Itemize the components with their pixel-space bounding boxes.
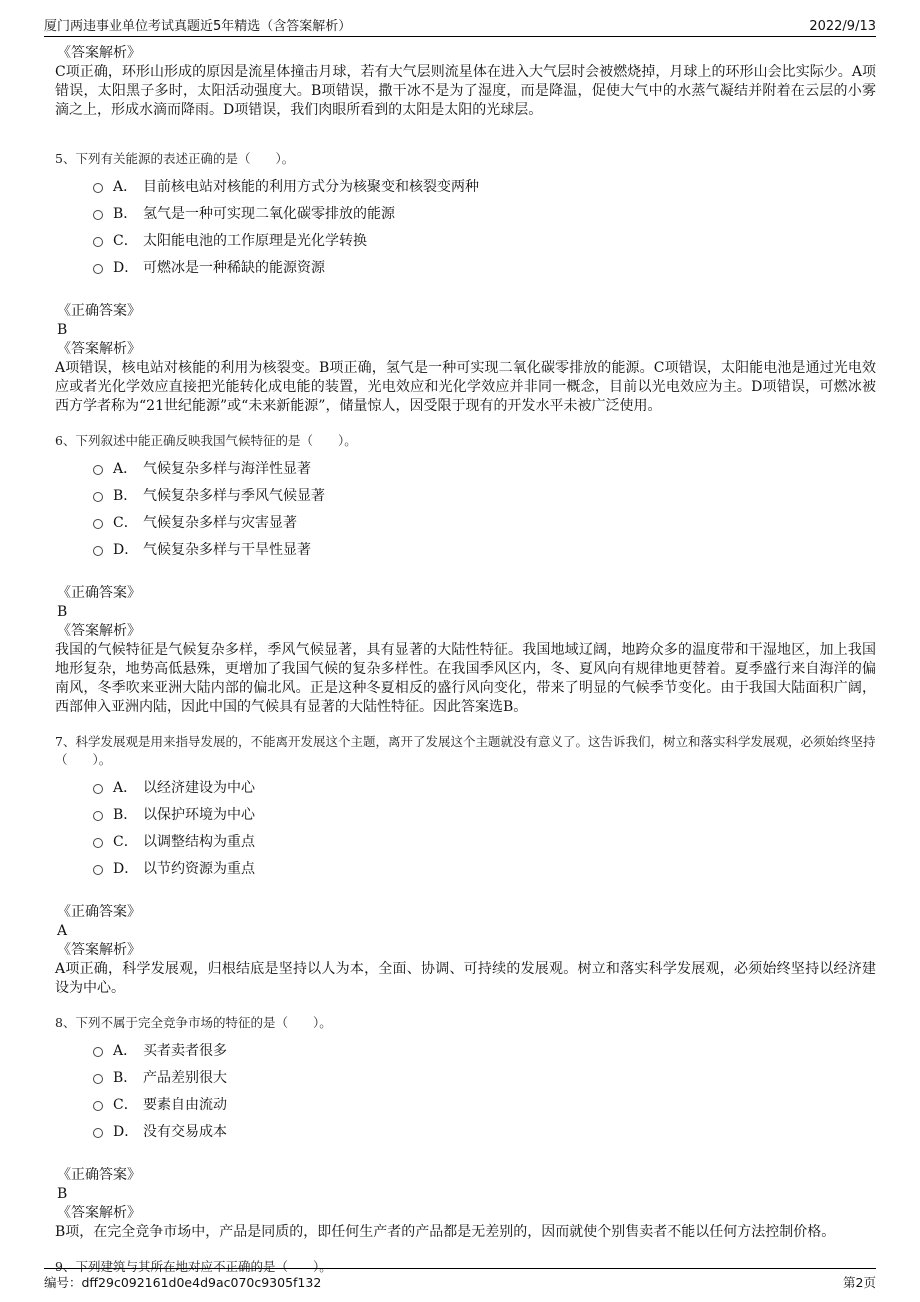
option-b[interactable]: B． 氢气是一种可实现二氧化碳零排放的能源	[93, 199, 876, 226]
radio-icon[interactable]	[93, 784, 103, 794]
radio-icon[interactable]	[93, 546, 103, 556]
page-number: 第2页	[843, 1275, 876, 1290]
document-code: 编号：dff29c092161d0e4d9ac070c9305f132	[44, 1275, 322, 1290]
document-title: 厦门两违事业单位考试真题近5年精选（含答案解析）	[44, 19, 352, 34]
option-list	[93, 773, 876, 881]
radio-icon[interactable]	[93, 183, 103, 193]
question-stem: 5、下列有关能源的表述正确的是（ ）。	[55, 151, 295, 166]
answer-letter: B	[57, 1186, 68, 1202]
radio-icon[interactable]	[93, 465, 103, 475]
page-footer	[44, 1268, 876, 1291]
page-header	[44, 12, 876, 37]
radio-icon[interactable]	[93, 865, 103, 875]
radio-icon[interactable]	[93, 1128, 103, 1138]
analysis-tag: 《答案解析》	[57, 45, 141, 61]
option-c[interactable]: C． 要素自由流动	[93, 1090, 876, 1117]
analysis-tag: 《答案解析》	[57, 341, 141, 357]
analysis-text: B项，在完全竞争市场中，产品是同质的，即任何生产者的产品都是无差别的，因而就使个别售卖者不能以任何方法控制价格。	[55, 1224, 836, 1240]
option-a[interactable]: A． 买者卖者很多	[93, 1036, 876, 1063]
document-date: 2022/9/13	[809, 19, 876, 34]
answer-tag: 《正确答案》	[57, 585, 141, 601]
analysis-tag: 《答案解析》	[57, 942, 141, 958]
page-content	[55, 44, 876, 1276]
radio-icon[interactable]	[93, 1074, 103, 1084]
radio-icon[interactable]	[93, 1047, 103, 1057]
question-5	[55, 150, 876, 416]
option-c[interactable]: C． 气候复杂多样与灾害显著	[93, 508, 876, 535]
analysis-tag: 《答案解析》	[57, 1205, 141, 1221]
answer-letter: B	[57, 322, 68, 338]
radio-icon[interactable]	[93, 237, 103, 247]
analysis-text: C项正确，环形山形成的原因是流星体撞击月球，若有大气层则流星体在进入大气层时会被燃烧掉，月球上的环形山会比实际少。A项错误，太阳黑子多时，太阳活动强度大。B项错误，撒干冰不是为了湿度，而是降温，促使大气中的水蒸气凝结并附着在云层的小雾滴之上，形成水滴而降雨。D项错误，我们肉眼所看到的太阳是太阳的光球层。	[55, 64, 876, 118]
answer-tag: 《正确答案》	[57, 904, 141, 920]
option-c[interactable]: C． 以调整结构为重点	[93, 827, 876, 854]
option-b[interactable]: B． 以保护环境为中心	[93, 800, 876, 827]
radio-icon[interactable]	[93, 1101, 103, 1111]
option-a[interactable]: A． 气候复杂多样与海洋性显著	[93, 454, 876, 481]
answer-tag: 《正确答案》	[57, 1167, 141, 1183]
question-stem: 8、下列不属于完全竞争市场的特征的是（ ）。	[55, 1015, 332, 1030]
question-7	[55, 733, 876, 998]
question-stem: 6、下列叙述中能正确反映我国气候特征的是（ ）。	[55, 433, 357, 448]
option-list	[93, 1036, 876, 1144]
answer-letter: B	[57, 604, 68, 620]
analysis-tag: 《答案解析》	[57, 623, 141, 639]
option-list	[93, 172, 876, 280]
analysis-text: A项错误，核电站对核能的利用为核裂变。B项正确，氢气是一种可实现二氧化碳零排放的能源。C项错误，太阳能电池是通过光电效应或者光化学效应直接把光能转化成电能的装置，光电效应和光化学效应并非同一概念，目前以光电效应为主。D项错误，可燃冰被西方学者称为“21世纪能源”或“未来新能源”，储量惊人，因受限于现有的开发水平未被广泛使用。	[55, 360, 876, 414]
option-list	[93, 454, 876, 562]
radio-icon[interactable]	[93, 519, 103, 529]
question-stem: 7、科学发展观是用来指导发展的，不能离开发展这个主题，离开了发展这个主题就没有意义了。这告诉我们，树立和落实科学发展观，必须始终坚持（ ）。	[55, 734, 876, 767]
option-c[interactable]: C． 太阳能电池的工作原理是光化学转换	[93, 226, 876, 253]
analysis-text: A项正确，科学发展观，归根结底是坚持以人为本，全面、协调、可持续的发展观。树立和落实科学发展观，必须始终坚持以经济建设为中心。	[55, 961, 876, 996]
option-d[interactable]: D． 气候复杂多样与干旱性显著	[93, 535, 876, 562]
question-6	[55, 432, 876, 717]
option-a[interactable]: A． 目前核电站对核能的利用方式分为核聚变和核裂变两种	[93, 172, 876, 199]
radio-icon[interactable]	[93, 838, 103, 848]
option-d[interactable]: D． 以节约资源为重点	[93, 854, 876, 881]
option-b[interactable]: B． 气候复杂多样与季风气候显著	[93, 481, 876, 508]
answer-tag: 《正确答案》	[57, 303, 141, 319]
option-d[interactable]: D． 没有交易成本	[93, 1117, 876, 1144]
radio-icon[interactable]	[93, 210, 103, 220]
analysis-text: 我国的气候特征是气候复杂多样，季风气候显著，具有显著的大陆性特征。我国地域辽阔，地跨众多的温度带和干湿地区，加上我国地形复杂，地势高低悬殊，更增加了我国气候的复杂多样性。在我国季风区内，冬、夏风向有规律地更替着。夏季盛行来自海洋的偏南风，冬季吹来亚洲大陆内部的偏北风。正是这种冬夏相反的盛行风向变化，带来了明显的气候季节变化。由于我国大陆面积广阔，西部伸入亚洲内陆，因此中国的气候具有显著的大陆性特征。因此答案选B。	[55, 642, 876, 715]
radio-icon[interactable]	[93, 492, 103, 502]
option-a[interactable]: A． 以经济建设为中心	[93, 773, 876, 800]
question-stem: 9、下列建筑与其所在地对应不正确的是（ ）。	[55, 1259, 332, 1274]
radio-icon[interactable]	[93, 264, 103, 274]
question-4-analysis-block	[55, 44, 876, 120]
radio-icon[interactable]	[93, 811, 103, 821]
option-b[interactable]: B． 产品差别很大	[93, 1063, 876, 1090]
question-8	[55, 1014, 876, 1242]
answer-letter: A	[57, 923, 68, 939]
option-d[interactable]: D． 可燃冰是一种稀缺的能源资源	[93, 253, 876, 280]
